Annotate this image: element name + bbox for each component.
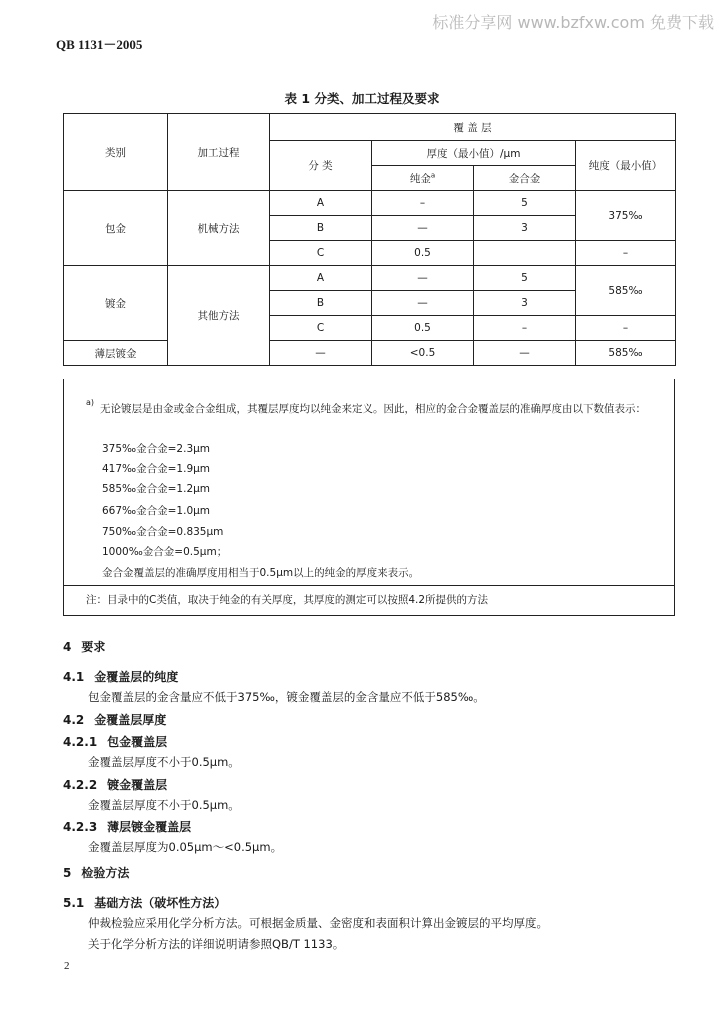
cell-process: 机械方法	[168, 191, 270, 266]
footnote-mark: a)	[86, 398, 95, 407]
cell-purity: –	[576, 316, 676, 341]
section-4-1-text: 包金覆盖层的金含量应不低于375‰，镀金覆盖层的金含量应不低于585‰。	[88, 690, 485, 704]
header-category: 类别	[64, 114, 168, 191]
table-row	[64, 341, 676, 366]
cell-purity: –	[576, 241, 676, 266]
classification-table	[63, 113, 676, 366]
section-4-2-2-text: 金覆盖层厚度不小于0.5μm。	[88, 798, 240, 812]
cell-class: A	[270, 191, 372, 216]
footnote-text: 无论镀层是由金或金合金组成，其覆层厚度均以纯金来定义。因此，相应的金合金覆盖层的准确厚度由以下数值表示：	[100, 403, 646, 415]
cell-alloy: 5	[474, 266, 576, 291]
cell-alloy	[474, 241, 576, 266]
cell-pure: –	[372, 191, 474, 216]
cell-pure: 0.5	[372, 241, 474, 266]
cell-category: 包金	[64, 191, 168, 266]
table-row	[64, 191, 676, 216]
header-process: 加工过程	[168, 114, 270, 191]
cell-class: B	[270, 216, 372, 241]
cell-class: C	[270, 241, 372, 266]
footnote-line: 667‰金合金=1.0μm	[102, 505, 211, 517]
cell-alloy: 5	[474, 191, 576, 216]
table-row	[64, 266, 676, 291]
cell-process: 其他方法	[168, 266, 270, 366]
cell-alloy: 3	[474, 216, 576, 241]
section-4-2-3-text: 金覆盖层厚度为0.05μm～<0.5μm。	[88, 840, 283, 854]
cell-pure: —	[372, 266, 474, 291]
section-4-heading: 4 要求	[63, 640, 106, 654]
cell-pure: —	[372, 291, 474, 316]
section-5-1-heading: 5.1 基础方法（破坏性方法）	[63, 896, 227, 910]
header-thickness: 厚度（最小值）/μm	[372, 141, 576, 166]
cell-class: B	[270, 291, 372, 316]
cell-class: C	[270, 316, 372, 341]
header-gold-alloy: 金合金	[474, 166, 576, 191]
page-number: 2	[64, 960, 70, 972]
table-footnotes	[63, 379, 675, 616]
document-id: QB 1131－2005	[56, 37, 143, 52]
cell-purity: 375‰	[576, 191, 676, 241]
header-classification: 分 类	[270, 141, 372, 191]
cell-alloy: 3	[474, 291, 576, 316]
footnote-line: 417‰金合金=1.9μm	[102, 463, 211, 475]
cell-purity: 585‰	[576, 266, 676, 316]
watermark: 标准分享网 www.bzfxw.com 免费下载	[432, 13, 714, 32]
section-4-2-3-heading: 4.2.3 薄层镀金覆盖层	[63, 820, 192, 834]
section-4-2-heading: 4.2 金覆盖层厚度	[63, 713, 167, 727]
section-4-2-2-heading: 4.2.2 镀金覆盖层	[63, 778, 168, 792]
cell-category: 薄层镀金	[64, 341, 168, 366]
cell-alloy: —	[474, 341, 576, 366]
footnote-line: 金合金覆盖层的准确厚度用相当于0.5μm以上的纯金的厚度来表示。	[102, 567, 420, 579]
cell-class: A	[270, 266, 372, 291]
footnote-line: 750‰金合金=0.835μm	[102, 526, 224, 538]
section-5-heading: 5 检验方法	[63, 866, 130, 880]
cell-pure: <0.5	[372, 341, 474, 366]
section-4-1-heading: 4.1 金覆盖层的纯度	[63, 670, 179, 684]
footnote-line: 585‰金合金=1.2μm	[102, 483, 211, 495]
cell-pure: 0.5	[372, 316, 474, 341]
cell-category: 镀金	[64, 266, 168, 341]
section-4-2-1-heading: 4.2.1 包金覆盖层	[63, 735, 168, 749]
cell-purity: 585‰	[576, 341, 676, 366]
section-5-1-text-1: 仲裁检验应采用化学分析方法。可根据金质量、金密度和表面积计算出金镀层的平均厚度。	[88, 916, 548, 930]
header-purity: 纯度（最小值）	[576, 141, 676, 191]
table-note: 注：目录中的C类值，取决于纯金的有关厚度，其厚度的测定可以按照4.2所提供的方法	[64, 585, 674, 610]
cell-alloy: –	[474, 316, 576, 341]
section-4-2-1-text: 金覆盖层厚度不小于0.5μm。	[88, 755, 240, 769]
footnote-line: 375‰金合金=2.3μm	[102, 443, 211, 455]
footnote-line: 1000‰金合金=0.5μm；	[102, 546, 228, 558]
header-coating: 覆 盖 层	[270, 114, 676, 141]
table-caption: 表 1 分类、加工过程及要求	[284, 91, 440, 106]
header-pure-gold: 纯金$^a$	[372, 166, 474, 191]
cell-pure: —	[372, 216, 474, 241]
cell-class: —	[270, 341, 372, 366]
section-5-1-text-2: 关于化学分析方法的详细说明请参照QB/T 1133。	[88, 937, 345, 951]
